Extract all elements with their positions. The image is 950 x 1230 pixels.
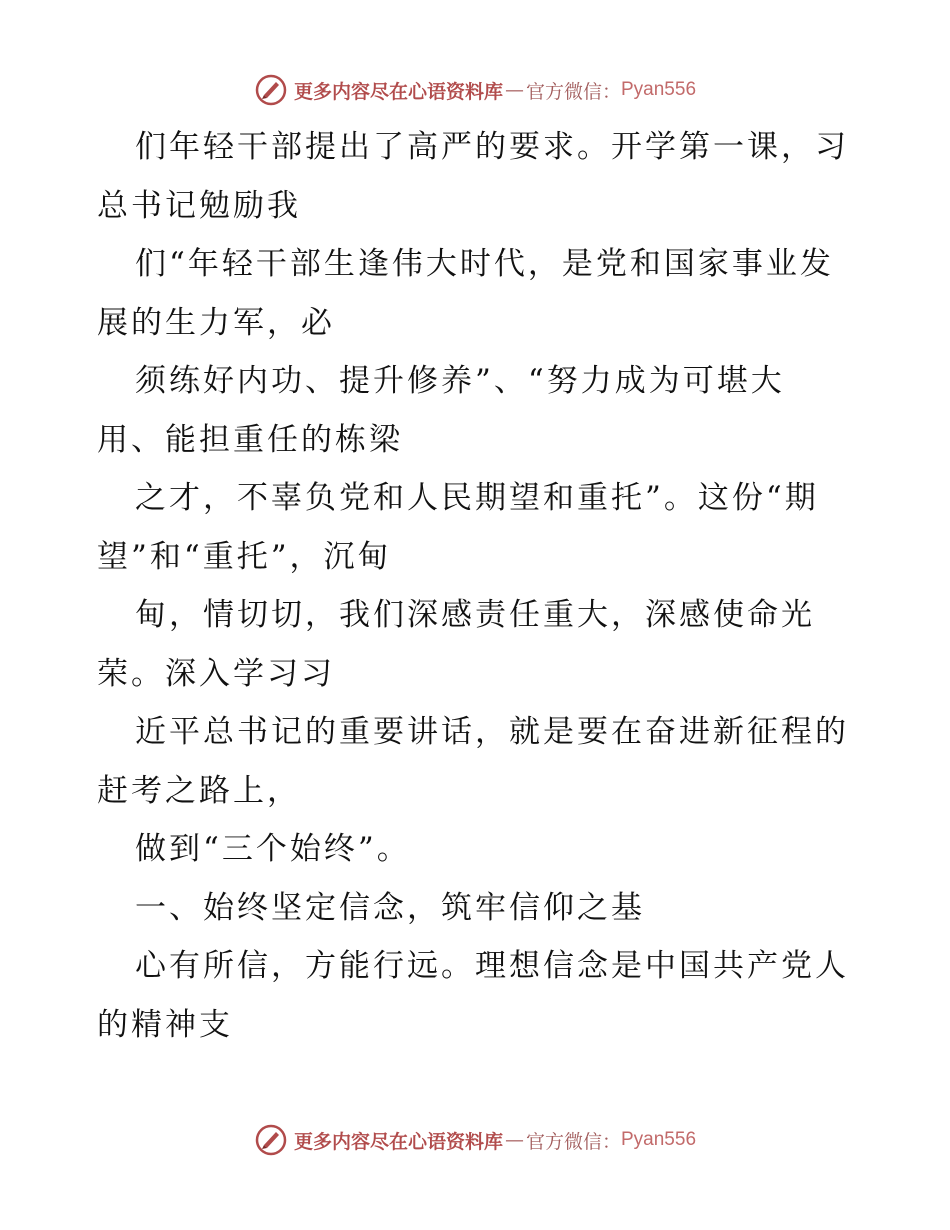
header-watermark — [0, 70, 950, 110]
text-line: 展的生力军，必 — [97, 304, 335, 341]
document-body — [97, 118, 857, 1054]
watermark-label: 官方微信： — [525, 1130, 621, 1153]
brand-logo-icon — [254, 1123, 288, 1157]
text-line: 甸，情切切，我们深感责任重大，深感使命光 — [135, 597, 815, 633]
text-line: 心有所信，方能行远。理想信念是中国共产党人 — [135, 948, 849, 984]
text-line: 总书记勉励我 — [97, 187, 301, 224]
text-line: 荣。深入学习习 — [97, 655, 335, 692]
text-line: 们“年轻干部生逢伟大时代，是党和国家事业发 — [135, 246, 834, 282]
section-heading: 一、始终坚定信念，筑牢信仰之基 — [135, 889, 645, 926]
watermark-main-text: 更多内容尽在心语资料库 — [293, 1130, 503, 1153]
watermark-wechat-id: Pyan556 — [621, 79, 697, 100]
text-line: 望”和“重托”，沉甸 — [97, 538, 392, 575]
watermark-wechat-id: Pyan556 — [621, 1129, 697, 1150]
watermark-label: 官方微信： — [525, 80, 621, 103]
text-line: 赶考之路上， — [97, 772, 301, 809]
watermark-main-text: 更多内容尽在心语资料库 — [293, 80, 503, 103]
text-line: 们年轻干部提出了高严的要求。开学第一课，习 — [135, 129, 849, 165]
text-line: 做到“三个始终”。 — [135, 831, 411, 867]
text-line: 之才，不辜负党和人民期望和重托”。这份“期 — [135, 480, 819, 516]
watermark-separator: — — [504, 1129, 524, 1151]
text-line: 的精神支 — [97, 1006, 233, 1043]
footer-watermark — [0, 1120, 950, 1160]
watermark-separator: — — [504, 79, 524, 101]
text-line: 用、能担重任的栋梁 — [97, 421, 403, 458]
text-line: 近平总书记的重要讲话，就是要在奋进新征程的 — [135, 714, 849, 750]
brand-logo-icon — [254, 73, 288, 107]
text-line: 须练好内功、提升修养”、“努力成为可堪大 — [135, 363, 785, 399]
